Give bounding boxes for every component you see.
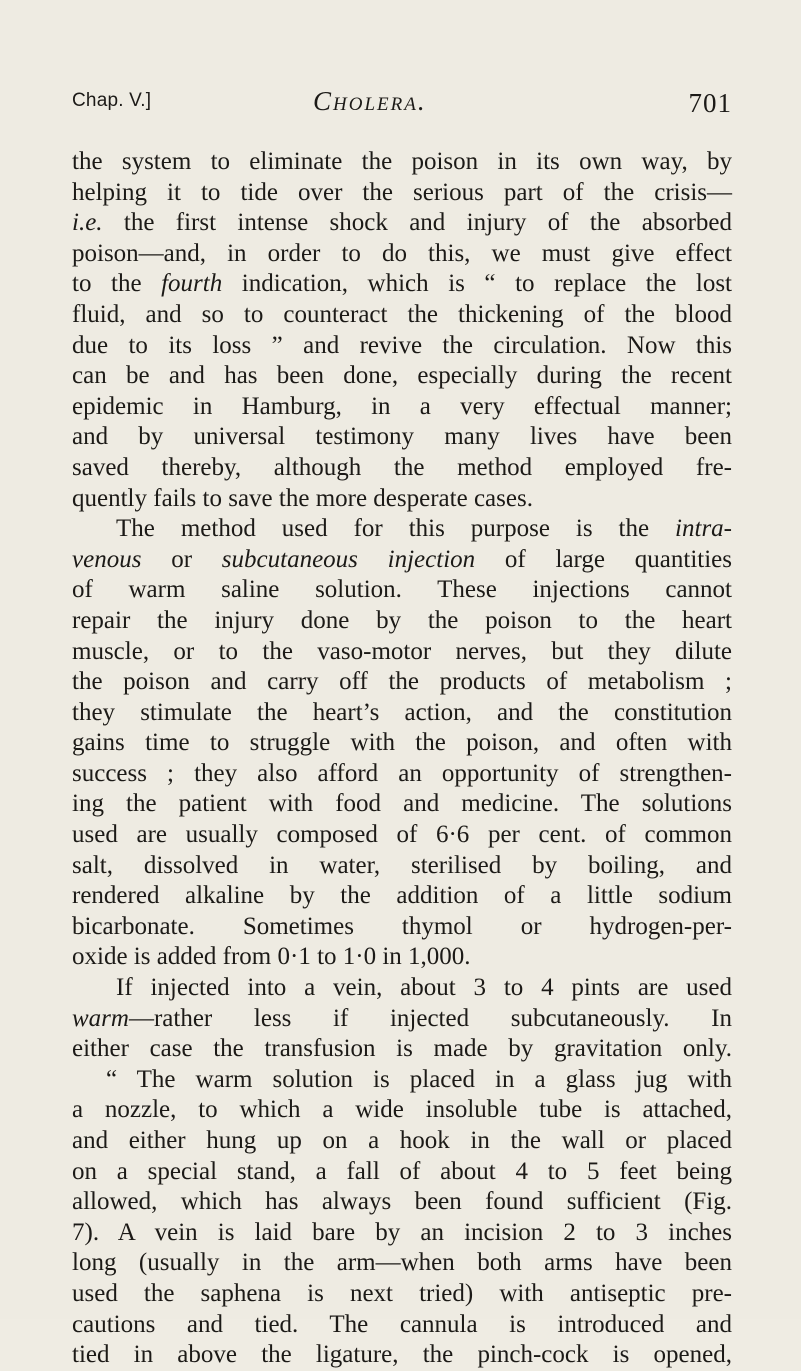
body-text: [72, 147, 732, 1371]
text-line: [72, 942, 732, 973]
text-line: [72, 1187, 732, 1218]
page-number: 701: [688, 88, 732, 118]
text-line: [72, 1095, 732, 1126]
text-line: [72, 300, 732, 331]
line-text: ing the patient with food and medicine. The solutions: [72, 790, 732, 818]
line-text: oxide is added from 0·1 to 1·0 in 1,000.: [72, 943, 471, 971]
text-line: [72, 606, 732, 637]
text-line: [72, 1065, 732, 1096]
line-text: 7). A vein is laid bare by an incision 2 to 3 inches: [72, 1218, 732, 1246]
line-text: muscle, or to the vaso-motor nerves, but they dilute: [72, 637, 732, 665]
line-text: —rather less if injected subcutaneously. In: [128, 1004, 732, 1032]
text-line: [72, 147, 732, 178]
text-line: [72, 789, 732, 820]
running-title: Cholera.: [313, 86, 427, 116]
line-text: The method used for this purpose is the: [116, 515, 676, 543]
text-line: [72, 637, 732, 668]
line-text: due to its loss ” and revive the circulation. Now this: [72, 331, 732, 359]
line-text: either case the transfusion is made by gravitation only.: [72, 1035, 732, 1063]
line-text: the poison and carry off the products of metabolism ;: [72, 668, 732, 696]
line-text: fluid, and so to counteract the thickening of the blood: [72, 300, 732, 328]
line-text: or: [141, 545, 222, 573]
text-line: [72, 667, 732, 698]
text-line: [72, 1004, 732, 1035]
line-text: can be and has been done, especially during the recent: [72, 362, 732, 390]
italic-text: venous: [72, 545, 142, 573]
text-line: [72, 514, 732, 545]
italic-text: warm: [72, 1004, 129, 1032]
line-text: repair the injury done by the poison to the heart: [72, 606, 732, 634]
line-text: rendered alkaline by the addition of a little sodium: [72, 882, 732, 910]
italic-text: i.e.: [72, 209, 103, 237]
line-text: a nozzle, to which a wide insoluble tube is attached,: [72, 1096, 732, 1124]
line-text: used are usually composed of 6·6 per cent. of common: [72, 821, 732, 849]
line-text: on a special stand, a fall of about 4 to 5 feet being: [72, 1157, 732, 1185]
text-line: [72, 973, 732, 1004]
line-text: poison—and, in order to do this, we must give effect: [72, 239, 732, 267]
line-text: bicarbonate. Sometimes thymol or hydrogen-per-: [72, 912, 732, 940]
line-text: the system to eliminate the poison in its own way, by: [72, 148, 732, 175]
text-line: [72, 1248, 732, 1279]
chapter-label: Chap. V.]: [72, 90, 152, 111]
text-line: [72, 1034, 732, 1065]
line-text: “ The warm solution is placed in a glass jug with: [106, 1065, 732, 1093]
line-text: success ; they also afford an opportunity of strengthen-: [72, 759, 732, 787]
text-line: [72, 759, 732, 790]
text-line: [72, 728, 732, 759]
line-text: the first intense shock and injury of the absorbed: [102, 209, 732, 237]
text-line: [72, 1310, 732, 1341]
text-line: [72, 453, 732, 484]
text-line: [72, 1218, 732, 1249]
line-text: and either hung up on a hook in the wall or placed: [72, 1127, 732, 1154]
line-text: indication, which is “ to replace the lost: [222, 270, 732, 298]
line-text: salt, dissolved in water, sterilised by boiling, and: [72, 851, 732, 879]
text-line: [72, 484, 732, 515]
italic-text: intra-: [675, 515, 732, 543]
text-line: [72, 1157, 732, 1188]
text-line: [72, 851, 732, 882]
text-line: [72, 575, 732, 606]
text-line: [72, 820, 732, 851]
running-header: [72, 86, 732, 126]
text-line: [72, 1340, 732, 1371]
line-text: and by universal testimony many lives have been: [72, 423, 732, 451]
line-text: allowed, which has always been found sufficient (Fig.: [72, 1188, 732, 1216]
text-line: [72, 422, 732, 453]
line-text: epidemic in Hamburg, in a very effectual manner;: [72, 392, 732, 420]
line-text: cautions and tied. The cannula is introduced and: [72, 1310, 732, 1338]
text-line: [72, 545, 732, 576]
text-line: [72, 239, 732, 270]
line-text: they stimulate the heart’s action, and the constitution: [72, 698, 732, 726]
line-text: of large quantities: [475, 545, 732, 573]
text-line: [72, 361, 732, 392]
text-line: [72, 269, 732, 300]
text-line: [72, 698, 732, 729]
line-text: tied in above the ligature, the pinch-cock is opened,: [72, 1341, 732, 1369]
text-line: [72, 208, 732, 239]
text-line: [72, 912, 732, 943]
line-text: of warm saline solution. These injections cannot: [72, 576, 732, 604]
text-line: [72, 178, 732, 209]
italic-text: subcutaneous injection: [221, 545, 476, 573]
italic-text: fourth: [161, 270, 223, 298]
text-line: [72, 1279, 732, 1310]
line-text: to the: [72, 270, 162, 298]
line-text: quently fails to save the more desperate cases.: [72, 484, 533, 512]
text-line: [72, 331, 732, 362]
text-line: [72, 881, 732, 912]
line-text: used the saphena is next tried) with antiseptic pre-: [72, 1279, 732, 1307]
line-text: saved thereby, although the method employed fre-: [72, 453, 732, 481]
line-text: gains time to struggle with the poison, and often with: [72, 729, 732, 757]
line-text: helping it to tide over the serious part of the crisis—: [72, 178, 732, 206]
line-text: If injected into a vein, about 3 to 4 pints are used: [116, 974, 732, 1002]
line-text: long (usually in the arm—when both arms have been: [72, 1249, 732, 1277]
text-line: [72, 392, 732, 423]
text-line: [72, 1126, 732, 1157]
